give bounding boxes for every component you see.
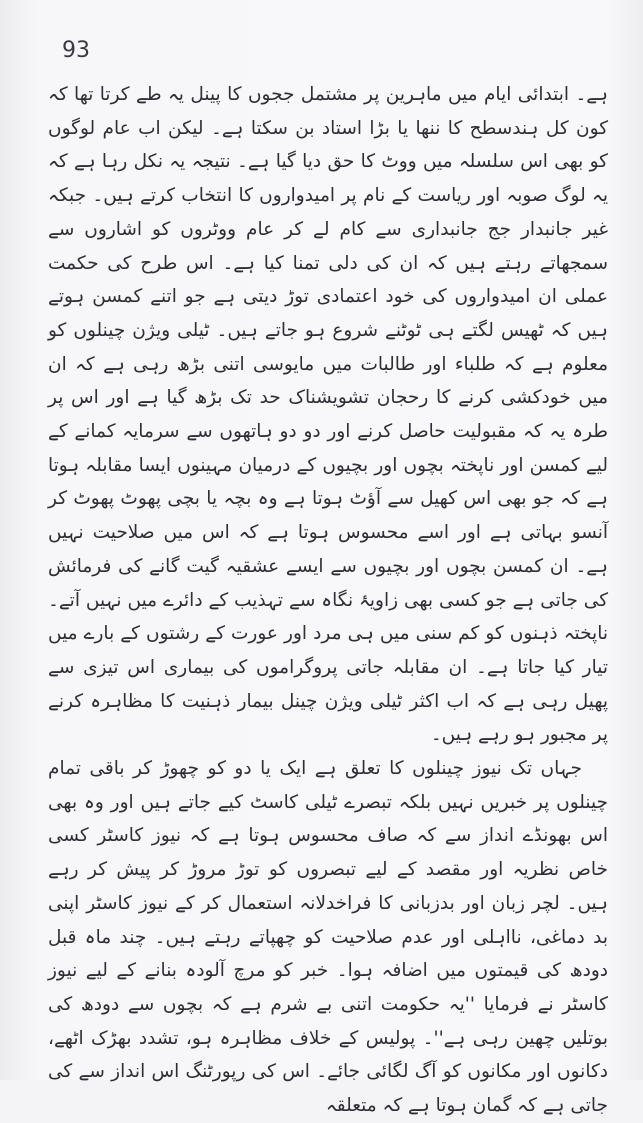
paragraph-2: جہاں تک نیوز چینلوں کا تعلق ہے ایک یا دو کو چھوڑ کر باقی تمام چینلوں پر خبریں نہیں بلکہ تبصرے ٹیلی کاسٹ کیے جاتے ہیں اور وہ بھی اس بھونڈے انداز سے کہ صاف محسوس ہوتا ہے کہ نیوز کاسٹر کسی خاص نظریہ اور مقصد کے لیے تبصروں کو توڑ مروڑ کر پیش کر رہے ہیں۔ لچر زبان اور بدزبانی کا فراخدلانہ استعمال کر کے نیوز کاسٹر اپنی بد دماغی، نااہلی اور عدم صلاحیت کو چھپاتے رہتے ہیں۔ چند ماہ قبل دودھ کی قیمتوں میں اضافہ ہوا۔ خبر کو مرچ آلودہ بنانے کے لیے نیوز کاسٹر نے فرمایا ''یہ حکومت اتنی بے شرم ہے کہ بچوں سے دودھ کی بوتلیں چھین رہی ہے''۔ پولیس کے خلاف مظاہرہ ہو، تشدد بھڑک اٹھے، دکانوں اور مکانوں کو آگ لگائی جائے۔ اس کی رپورٹنگ اس انداز سے کی جاتی ہے کہ گمان ہوتا ہے کہ متعلقہ [48, 758, 608, 1117]
paragraph-1: ہے۔ ابتدائی ایام میں ماہرین پر مشتمل ججوں کا پینل یہ طے کرتا تھا کہ کون کل ہندسطح کا ننھا یا بڑا استاد بن سکتا ہے۔ لیکن اب عام لوگوں کو بھی اس سلسلہ میں ووٹ کا حق دیا گیا ہے۔ نتیجہ یہ نکل رہا ہے کہ یہ لوگ صوبہ اور ریاست کے نام پر امیدواروں کا انتخاب کرتے ہیں۔ جبکہ غیر جانبدار جج جانبداری سے کام لے کر عام ووٹروں کو اشاروں سے سمجھاتے رہتے ہیں کہ ان کی دلی تمنا کیا ہے۔ اس طرح کی حکمت عملی ان امیدواروں کی خود اعتمادی توڑ دیتی ہے جو اتنے کمسن ہوتے ہیں کہ ٹھیس لگتے ہی ٹوٹنے شروع ہو جاتے ہیں۔ ٹیلی ویژن چینلوں کو معلوم ہے کہ طلباء اور طالبات میں مایوسی اتنی بڑھ رہی ہے کہ ان میں خودکشی کرنے کا رحجان تشویشناک حد تک بڑھ گیا ہے اور اس پر طرہ یہ کہ مقبولیت حاصل کرنے اور دو دو ہاتھوں سے سرمایہ کمانے کے لیے کمسن اور ناپختہ بچوں اور بچیوں کے درمیان مہینوں ایسا مقابلہ ہوتا ہے کہ جو بھی اس کھیل سے آؤٹ ہوتا ہے وہ بچہ یا بچی پھوٹ پھوٹ کر آنسو بہاتی ہے اور اسے محسوس ہوتا ہے کہ اس میں صلاحیت نہیں ہے۔ ان کمسن بچوں اور بچیوں سے ایسے عشقیہ گیت گانے کی فرمائش کی جاتی ہے جو کسی بھی زاویۂ نگاہ سے تہذیب کے دائرے میں نہیں آتے۔ ناپختہ ذہنوں کو کم سنی میں ہی مرد اور عورت کے رشتوں کے بارے میں تیار کیا جاتا ہے۔ ان مقابلہ جاتی پروگراموں کی بیماری اس تیزی سے پھیل رہی ہے کہ اب اکثر ٹیلی ویژن چینل بیمار ذہنیت کا مظاہرہ کرنے پر مجبور ہو رہے ہیں۔ [48, 84, 608, 746]
body-text [48, 78, 608, 1123]
page-number: 93 [62, 38, 90, 63]
